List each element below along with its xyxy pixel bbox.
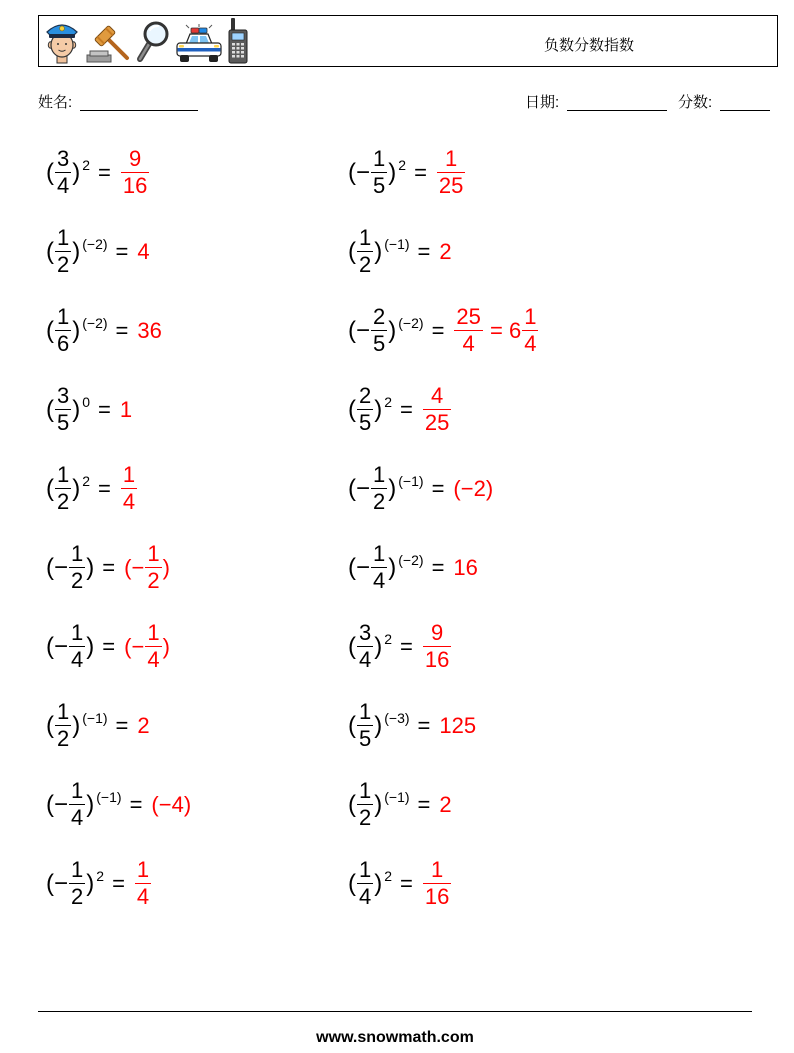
exponent: (−1) (384, 788, 410, 805)
open-paren: (− (46, 869, 69, 897)
denominator: 2 (57, 726, 70, 751)
exponent: (−2) (82, 235, 108, 252)
numerator: 1 (431, 857, 444, 882)
question (348, 701, 410, 750)
answer-fraction (145, 543, 161, 592)
equals-sign: = (98, 159, 111, 185)
answer-text: 2 (439, 791, 452, 817)
close-paren: ) (72, 237, 81, 265)
problem-item (348, 607, 650, 686)
question (46, 543, 94, 592)
numerator: 1 (122, 462, 136, 487)
problem-item (348, 449, 650, 528)
base-fraction (371, 464, 387, 513)
numerator: 1 (359, 857, 372, 882)
problem-item (46, 686, 348, 765)
numerator: 3 (57, 383, 70, 408)
answer-text: 4 (137, 238, 150, 264)
answer (120, 148, 150, 197)
equals-sign: = (431, 317, 445, 343)
exponent: 2 (96, 867, 105, 884)
denominator: 16 (424, 884, 450, 909)
date-label: 日期: (525, 94, 560, 111)
denominator: 25 (438, 173, 464, 198)
exponent: 2 (398, 156, 407, 173)
exponent: (−2) (398, 314, 424, 331)
numerator: 1 (524, 304, 537, 329)
answer (439, 713, 476, 739)
answer-fraction (454, 306, 482, 355)
equals-sign: = (417, 238, 431, 264)
date-blank (567, 110, 667, 111)
close-paren: ) (72, 158, 81, 186)
open-paren: (− (348, 158, 371, 186)
equals-sign: = (98, 475, 111, 501)
close-paren: ) (86, 790, 95, 818)
base-fraction (55, 701, 71, 750)
numerator: 1 (373, 146, 386, 171)
denominator: 2 (71, 884, 84, 909)
equals-sign: = (400, 870, 413, 896)
numerator: 1 (57, 462, 70, 487)
numerator: 9 (129, 146, 142, 171)
question (348, 622, 392, 671)
numerator: 1 (71, 778, 84, 803)
answer-text: 36 (137, 317, 162, 343)
base-fraction (357, 622, 373, 671)
base-fraction (371, 148, 387, 197)
problem-item (348, 844, 650, 923)
question (348, 859, 392, 908)
denominator: 4 (524, 331, 537, 356)
numerator: 1 (445, 146, 458, 171)
problem-item (46, 449, 348, 528)
equals-sign: = (112, 870, 125, 896)
denominator: 4 (147, 647, 160, 672)
close-paren: ) (72, 395, 81, 423)
magnifying-glass-icon (135, 20, 171, 64)
walkie-talkie-icon (227, 18, 249, 64)
base-fraction (357, 385, 373, 434)
numerator: 9 (431, 620, 444, 645)
answer (120, 397, 132, 423)
answer (124, 622, 170, 671)
open-paren: (− (348, 316, 371, 344)
problem-item (348, 528, 650, 607)
base-fraction (357, 780, 373, 829)
answer (137, 318, 161, 344)
problem-item (46, 607, 348, 686)
base-fraction (357, 227, 373, 276)
answer-fraction (121, 464, 137, 513)
numerator: 25 (456, 304, 481, 329)
open-paren: ( (46, 395, 54, 423)
denominator: 5 (359, 726, 372, 751)
equals-sign: = (414, 159, 427, 185)
answer (137, 713, 149, 739)
base-fraction (69, 780, 85, 829)
open-paren: ( (348, 869, 356, 897)
numerator: 4 (431, 383, 444, 408)
problem-item (46, 765, 348, 844)
equals-sign: = (400, 396, 413, 422)
question (348, 148, 406, 197)
exponent: 2 (82, 156, 91, 173)
open-paren: ( (348, 632, 356, 660)
close-paren: ) (388, 158, 397, 186)
denominator: 4 (122, 489, 136, 514)
answer (453, 476, 493, 502)
close-paren: ) (374, 237, 383, 265)
base-fraction (55, 148, 71, 197)
equals-sign: = (115, 317, 129, 343)
open-paren: ( (46, 711, 54, 739)
numerator: 2 (373, 304, 386, 329)
exponent: 2 (82, 472, 91, 489)
answer-fraction (145, 622, 161, 671)
problem-item (348, 291, 650, 370)
numerator: 1 (71, 541, 84, 566)
equals-sign: = (102, 554, 116, 580)
base-fraction (357, 701, 373, 750)
equals-sign: = (98, 396, 111, 422)
open-paren: ( (46, 237, 54, 265)
problem-item (46, 370, 348, 449)
question (46, 227, 108, 276)
open-paren: ( (348, 790, 356, 818)
denominator: 25 (424, 410, 450, 435)
police-car-icon (175, 24, 223, 64)
answer-fraction (522, 306, 538, 355)
answer (422, 859, 452, 908)
close-paren: ) (374, 632, 383, 660)
close-paren: ) (72, 474, 81, 502)
answer (137, 239, 149, 265)
numerator: 1 (57, 304, 70, 329)
answer (422, 622, 452, 671)
icon-row (43, 19, 249, 64)
numerator: 1 (359, 225, 372, 250)
answer-text: (−2) (453, 475, 494, 501)
open-paren: (− (348, 553, 371, 581)
answer-text: (− (124, 554, 145, 580)
open-paren: ( (46, 158, 54, 186)
denominator: 2 (359, 252, 372, 277)
equals-sign: = (115, 712, 129, 738)
answer-text: ) (162, 554, 170, 580)
equals-sign: = (400, 633, 413, 659)
question (46, 622, 94, 671)
close-paren: ) (374, 869, 383, 897)
exponent: 2 (384, 867, 393, 884)
denominator: 2 (57, 489, 70, 514)
answer (453, 555, 477, 581)
numerator: 1 (373, 541, 386, 566)
exponent: (−3) (384, 709, 410, 726)
numerator: 1 (57, 699, 70, 724)
close-paren: ) (388, 316, 397, 344)
exponent: (−1) (82, 709, 108, 726)
answer (453, 306, 539, 355)
open-paren: (− (46, 632, 69, 660)
footer-divider (38, 1011, 752, 1012)
open-paren: ( (348, 711, 356, 739)
close-paren: ) (374, 395, 383, 423)
question (46, 306, 108, 355)
problem-item (348, 133, 650, 212)
numerator: 1 (71, 620, 84, 645)
open-paren: ( (46, 474, 54, 502)
police-officer-icon (43, 20, 81, 64)
equals-sign: = (431, 554, 445, 580)
base-fraction (357, 859, 373, 908)
question (46, 701, 108, 750)
denominator: 2 (147, 568, 160, 593)
open-paren: ( (46, 316, 54, 344)
answer-text: = 6 (483, 317, 522, 343)
question (348, 306, 424, 355)
base-fraction (55, 385, 71, 434)
open-paren: (− (46, 553, 69, 581)
denominator: 16 (424, 647, 450, 672)
denominator: 4 (136, 884, 150, 909)
numerator: 2 (359, 383, 372, 408)
answer (439, 792, 451, 818)
question (348, 464, 424, 513)
base-fraction (371, 306, 387, 355)
answer (151, 792, 191, 818)
answer-text: 1 (119, 396, 133, 422)
close-paren: ) (86, 869, 95, 897)
denominator: 5 (359, 410, 372, 435)
denominator: 2 (359, 805, 372, 830)
name-blank (80, 110, 198, 111)
problem-item (46, 133, 348, 212)
problem-item (46, 212, 348, 291)
problem-grid (46, 133, 650, 923)
exponent: (−1) (398, 472, 424, 489)
numerator: 1 (136, 857, 150, 882)
problem-item (46, 291, 348, 370)
denominator: 4 (359, 647, 372, 672)
numerator: 1 (359, 699, 372, 724)
equals-sign: = (417, 712, 431, 738)
answer-text: 16 (453, 554, 478, 580)
numerator: 1 (147, 541, 160, 566)
question (46, 148, 90, 197)
close-paren: ) (388, 553, 397, 581)
answer (124, 543, 170, 592)
answer-fraction (423, 385, 451, 434)
exponent: (−1) (96, 788, 122, 805)
worksheet-title: 负数分数指数 (543, 37, 634, 54)
denominator: 4 (373, 568, 386, 593)
open-paren: ( (348, 237, 356, 265)
exponent: 0 (82, 393, 91, 410)
close-paren: ) (374, 790, 383, 818)
denominator: 4 (359, 884, 372, 909)
exponent: (−2) (82, 314, 108, 331)
problem-item (348, 765, 650, 844)
denominator: 5 (373, 173, 386, 198)
problem-item (348, 370, 650, 449)
denominator: 5 (373, 331, 386, 356)
base-fraction (55, 227, 71, 276)
equals-sign: = (431, 475, 445, 501)
problem-item (348, 686, 650, 765)
gavel-icon (85, 24, 131, 64)
close-paren: ) (374, 711, 383, 739)
denominator: 2 (373, 489, 386, 514)
answer (439, 239, 451, 265)
numerator: 3 (57, 146, 70, 171)
problem-item (46, 528, 348, 607)
denominator: 4 (462, 331, 475, 356)
question (348, 780, 410, 829)
answer-text: 2 (137, 712, 150, 738)
exponent: 2 (384, 630, 393, 647)
denominator: 4 (57, 173, 70, 198)
close-paren: ) (72, 316, 81, 344)
name-label: 姓名: (38, 94, 73, 111)
answer-text: (− (124, 633, 145, 659)
site-url-link[interactable]: www.snowmath.com (316, 1029, 474, 1046)
numerator: 3 (359, 620, 372, 645)
answer-fraction (437, 148, 465, 197)
equals-sign: = (417, 791, 431, 817)
question (348, 227, 410, 276)
exponent: 2 (384, 393, 393, 410)
denominator: 4 (71, 647, 84, 672)
question (46, 859, 104, 908)
answer-text: ) (162, 633, 170, 659)
numerator: 1 (57, 225, 70, 250)
answer (422, 385, 452, 434)
open-paren: (− (46, 790, 69, 818)
close-paren: ) (388, 474, 397, 502)
numerator: 1 (359, 778, 372, 803)
equals-sign: = (129, 791, 143, 817)
answer-fraction (423, 859, 451, 908)
equals-sign: = (102, 633, 116, 659)
answer-fraction (121, 148, 149, 197)
answer-text: (−4) (151, 791, 192, 817)
question (46, 385, 90, 434)
close-paren: ) (86, 632, 95, 660)
score-blank (720, 110, 770, 111)
answer-fraction (135, 859, 151, 908)
base-fraction (55, 306, 71, 355)
base-fraction (55, 464, 71, 513)
numerator: 1 (71, 857, 84, 882)
close-paren: ) (72, 711, 81, 739)
header-box (38, 15, 778, 67)
denominator: 2 (57, 252, 70, 277)
question (348, 385, 392, 434)
answer (134, 859, 152, 908)
base-fraction (69, 859, 85, 908)
base-fraction (371, 543, 387, 592)
exponent: (−1) (384, 235, 410, 252)
equals-sign: = (115, 238, 129, 264)
exponent: (−2) (398, 551, 424, 568)
close-paren: ) (86, 553, 95, 581)
answer-text: 125 (439, 712, 477, 738)
base-fraction (69, 543, 85, 592)
answer-text: 2 (439, 238, 452, 264)
open-paren: (− (348, 474, 371, 502)
answer-fraction (423, 622, 451, 671)
denominator: 2 (71, 568, 84, 593)
question (348, 543, 424, 592)
problem-item (46, 844, 348, 923)
denominator: 6 (57, 331, 70, 356)
question (46, 464, 90, 513)
denominator: 4 (71, 805, 84, 830)
numerator: 1 (373, 462, 386, 487)
base-fraction (69, 622, 85, 671)
problem-item (348, 212, 650, 291)
score-label: 分数: (678, 94, 713, 111)
denominator: 16 (122, 173, 148, 198)
answer (436, 148, 466, 197)
open-paren: ( (348, 395, 356, 423)
question (46, 780, 122, 829)
numerator: 1 (147, 620, 160, 645)
answer (120, 464, 138, 513)
denominator: 5 (57, 410, 70, 435)
